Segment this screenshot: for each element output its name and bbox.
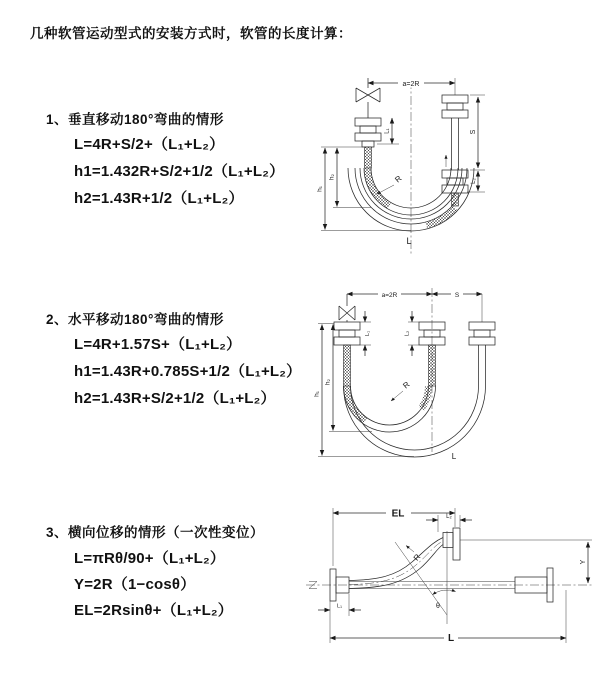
dim-h1-h2 xyxy=(317,147,412,231)
dim-label-length: L xyxy=(451,452,457,461)
page-title: 几种软管运动型式的安装方式时，软管的长度计算： xyxy=(30,26,352,41)
dim-label-l1: L₁ xyxy=(337,603,342,610)
section-2-formula-h1: h1=1.43R+0.785S+1/2（L₁+L₂） xyxy=(74,363,302,380)
dim-label-h2: h₂ xyxy=(328,173,336,181)
diagram-vertical-180-bend xyxy=(313,68,590,263)
moving-end-fitting-pos2 xyxy=(469,322,495,386)
diagram-horizontal-180-bend xyxy=(308,282,595,464)
dim-l1 xyxy=(360,311,371,356)
dim-label-l2: L₂ xyxy=(446,514,452,520)
dim-label-l2: L₂ xyxy=(404,330,411,337)
dim-label-a2r: a=2R xyxy=(402,80,420,88)
angle-theta xyxy=(395,531,456,624)
dim-l2 xyxy=(405,311,420,356)
section-3-heading: 3、横向位移的情形（一次性变位） xyxy=(46,525,265,540)
section-1-heading: 1、垂直移动180°弯曲的情形 xyxy=(46,112,224,127)
dim-s xyxy=(432,290,482,323)
dim-label-s: S xyxy=(454,292,460,299)
diagram-lateral-displacement xyxy=(298,498,600,648)
fixed-end-fitting xyxy=(334,322,360,386)
section-1-formula-h1: h1=1.432R+S/2+1/2（L₁+L₂） xyxy=(74,163,285,180)
dim-a2r xyxy=(368,78,455,95)
dim-h1-h2 xyxy=(314,324,415,457)
dim-label-h2: h₂ xyxy=(324,378,332,386)
dim-label-el: EL xyxy=(391,508,405,520)
valve-icon xyxy=(356,78,380,118)
section-1-formula-L: L=4R+S/2+（L₁+L₂） xyxy=(74,136,225,153)
dim-label-l1: L₁ xyxy=(365,331,371,336)
hose-bend-arcs xyxy=(344,386,486,457)
valve-icon xyxy=(339,294,355,322)
section-1-formula-h2: h2=1.43R+1/2（L₁+L₂） xyxy=(74,190,244,207)
displaced-hose xyxy=(349,528,460,589)
dim-label-r: R xyxy=(401,379,412,391)
radius-label xyxy=(377,174,404,194)
dim-label-r: R xyxy=(411,552,423,563)
section-2-formula-L: L=4R+1.57S+（L₁+L₂） xyxy=(74,336,242,353)
dim-el xyxy=(333,508,455,567)
radius-label xyxy=(406,546,423,563)
dim-label-h1: h₁ xyxy=(316,186,324,192)
dim-label-theta: θ xyxy=(436,603,440,610)
section-2-heading: 2、水平移动180°弯曲的情形 xyxy=(46,312,224,327)
dim-label-l2: L₂ xyxy=(471,178,477,184)
section-3-formula-EL: EL=2Rsinθ+（L₁+L₂） xyxy=(74,602,233,619)
dim-l2 xyxy=(426,514,472,532)
dim-y xyxy=(460,540,592,583)
dim-label-r: R xyxy=(393,173,404,185)
dim-length xyxy=(330,590,566,644)
dim-label-h1: h₁ xyxy=(313,391,321,397)
dim-l1 xyxy=(377,118,399,144)
dim-label-length: L xyxy=(406,236,412,246)
dim-label-length: L xyxy=(447,633,455,644)
section-3-formula-Y: Y=2R（1−cosθ） xyxy=(74,576,196,593)
radius-label xyxy=(391,380,412,401)
section-3-formula-L: L=πRθ/90+（L₁+L₂） xyxy=(74,550,226,567)
section-2-formula-h2: h2=1.43R+S/2+1/2（L₁+L₂） xyxy=(74,390,276,407)
dim-label-a2r: a=2R xyxy=(381,292,398,299)
dim-label-l1: L₁ xyxy=(384,128,391,134)
dim-s-l2 xyxy=(467,95,485,192)
dim-l1 xyxy=(318,594,361,616)
dim-a2r xyxy=(347,290,432,300)
dim-label-s: S xyxy=(470,129,477,135)
dim-label-y: Y xyxy=(580,559,587,565)
